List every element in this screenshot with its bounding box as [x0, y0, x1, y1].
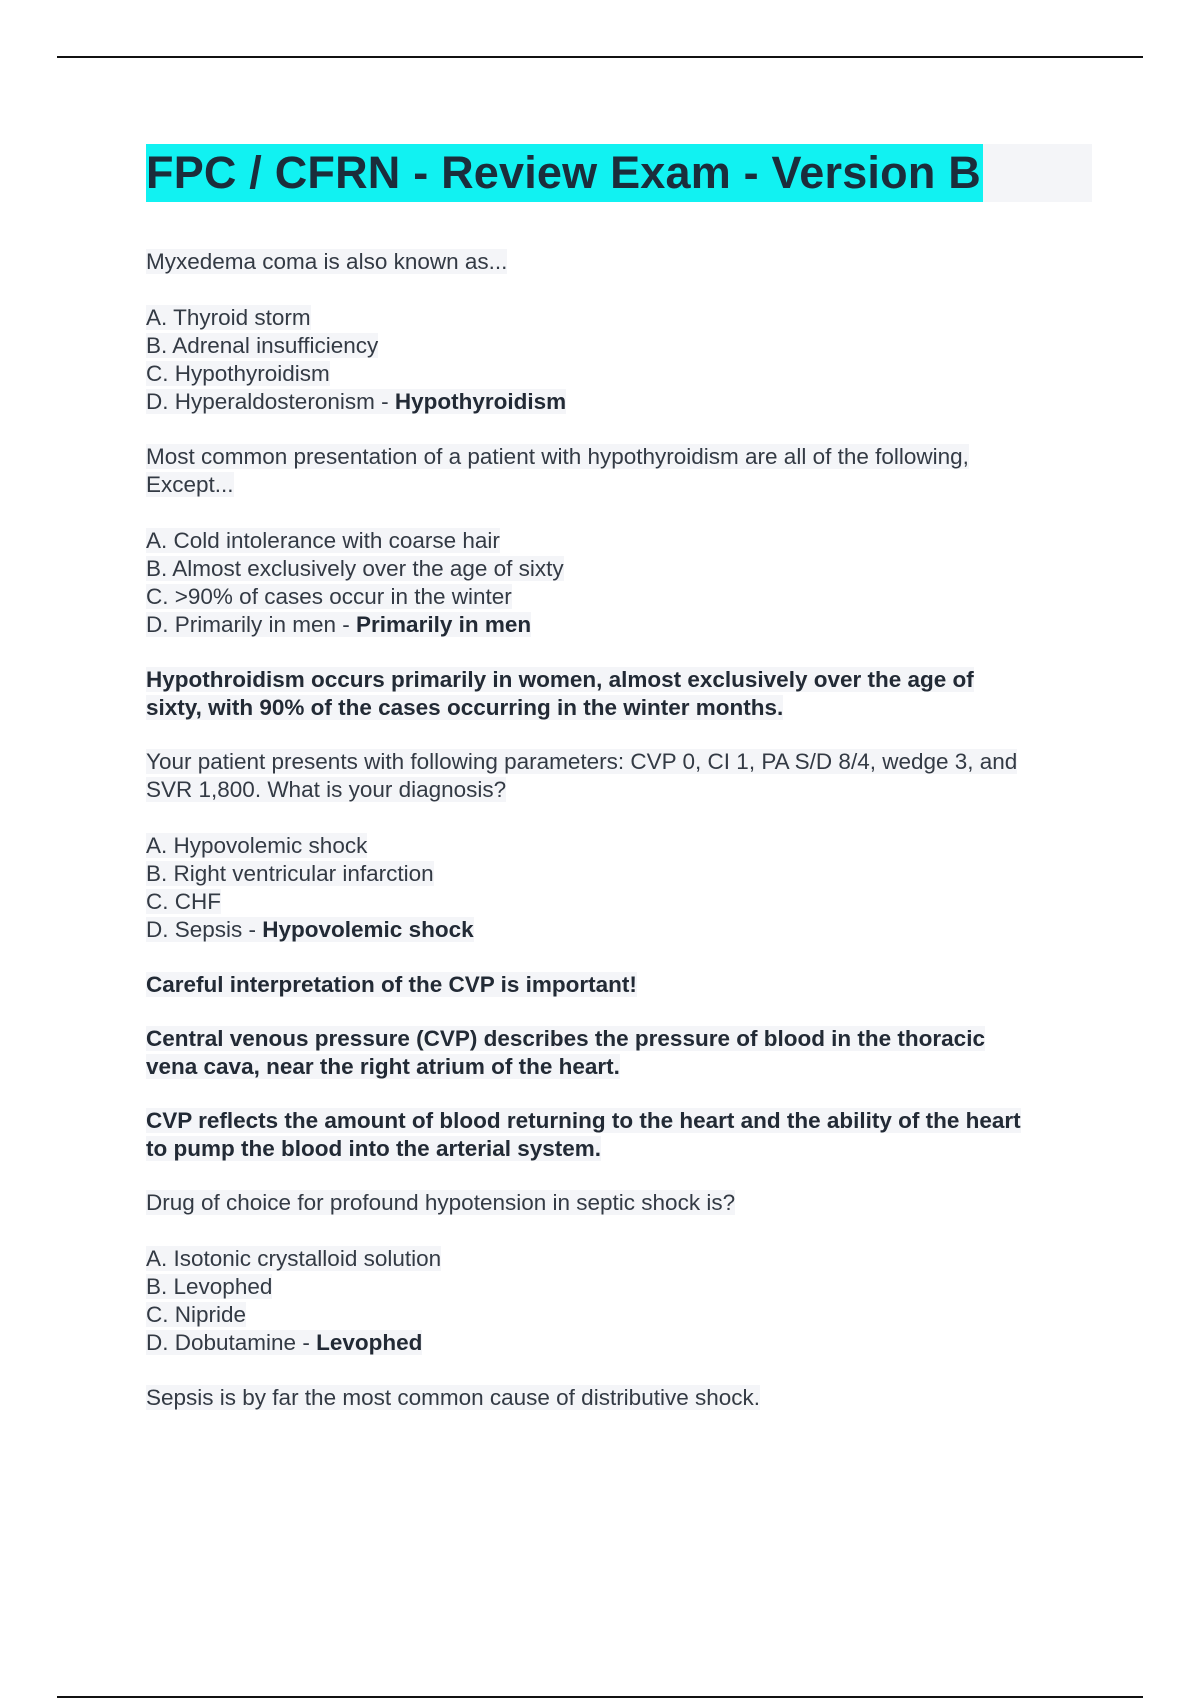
- question-2-explanation: Hypothroidism occurs primarily in women, almost exclusively over the age of sixty, with 90% of the cases occurring in the winter months.: [146, 667, 974, 720]
- option-item: D. Dobutamine - Levophed: [146, 1330, 423, 1355]
- question-3-line-1: Your patient presents with following parameters: CVP 0, CI 1, PA S/D 8/4, wedge 3, and: [146, 749, 1018, 774]
- option-item: D. Primarily in men - Primarily in men: [146, 612, 532, 637]
- option-item: B. Levophed: [146, 1274, 273, 1299]
- option-item: C. CHF: [146, 889, 221, 914]
- question-1: [146, 248, 1096, 276]
- option-item: B. Adrenal insufficiency: [146, 333, 379, 358]
- option-item: A. Isotonic crystalloid solution: [146, 1246, 442, 1271]
- option-item: D. Hyperaldosteronism - Hypothyroidism: [146, 389, 567, 414]
- document-title: FPC / CFRN - Review Exam - Version B: [146, 144, 983, 202]
- question-2-line-2: Except...: [146, 472, 234, 497]
- answer: Hypothyroidism: [394, 389, 567, 414]
- question-3-options: [146, 832, 1096, 944]
- option-item: A. Cold intolerance with coarse hair: [146, 528, 500, 553]
- answer: Primarily in men: [356, 612, 532, 637]
- question-3: [146, 748, 1096, 804]
- option-item: B. Right ventricular infarction: [146, 861, 434, 886]
- question-2: [146, 443, 1096, 499]
- answer: Levophed: [316, 1330, 423, 1355]
- question-4-note: Sepsis is by far the most common cause of distributive shock.: [146, 1385, 761, 1410]
- question-1-options: [146, 304, 1096, 416]
- title-bar: [146, 144, 1092, 202]
- option-item: C. Hypothyroidism: [146, 361, 330, 386]
- answer: Hypovolemic shock: [262, 917, 474, 942]
- question-3-note-2: Central venous pressure (CVP) describes the pressure of blood in the thoracic vena cava, near the right atrium of the heart.: [146, 1026, 985, 1079]
- top-rule: [57, 56, 1143, 58]
- bottom-rule: [57, 1696, 1143, 1698]
- question-4: [146, 1189, 1096, 1217]
- option-item: A. Hypovolemic shock: [146, 833, 368, 858]
- question-4-options: [146, 1245, 1096, 1357]
- question-3-note-1: Careful interpretation of the CVP is important!: [146, 972, 637, 997]
- option-item: A. Thyroid storm: [146, 305, 311, 330]
- document-body: [146, 144, 1096, 1438]
- option-item: D. Sepsis - Hypovolemic shock: [146, 917, 474, 942]
- question-1-text: Myxedema coma is also known as...: [146, 249, 508, 274]
- question-4-text: Drug of choice for profound hypotension in septic shock is?: [146, 1190, 736, 1215]
- option-item: C. >90% of cases occur in the winter: [146, 584, 512, 609]
- option-item: C. Nipride: [146, 1302, 247, 1327]
- question-3-note-3: CVP reflects the amount of blood returning to the heart and the ability of the heart to pump the blood into the arterial system.: [146, 1108, 1021, 1161]
- question-3-line-2: SVR 1,800. What is your diagnosis?: [146, 777, 507, 802]
- option-item: B. Almost exclusively over the age of sixty: [146, 556, 564, 581]
- question-2-options: [146, 527, 1096, 639]
- question-2-line-1: Most common presentation of a patient with hypothyroidism are all of the following,: [146, 444, 969, 469]
